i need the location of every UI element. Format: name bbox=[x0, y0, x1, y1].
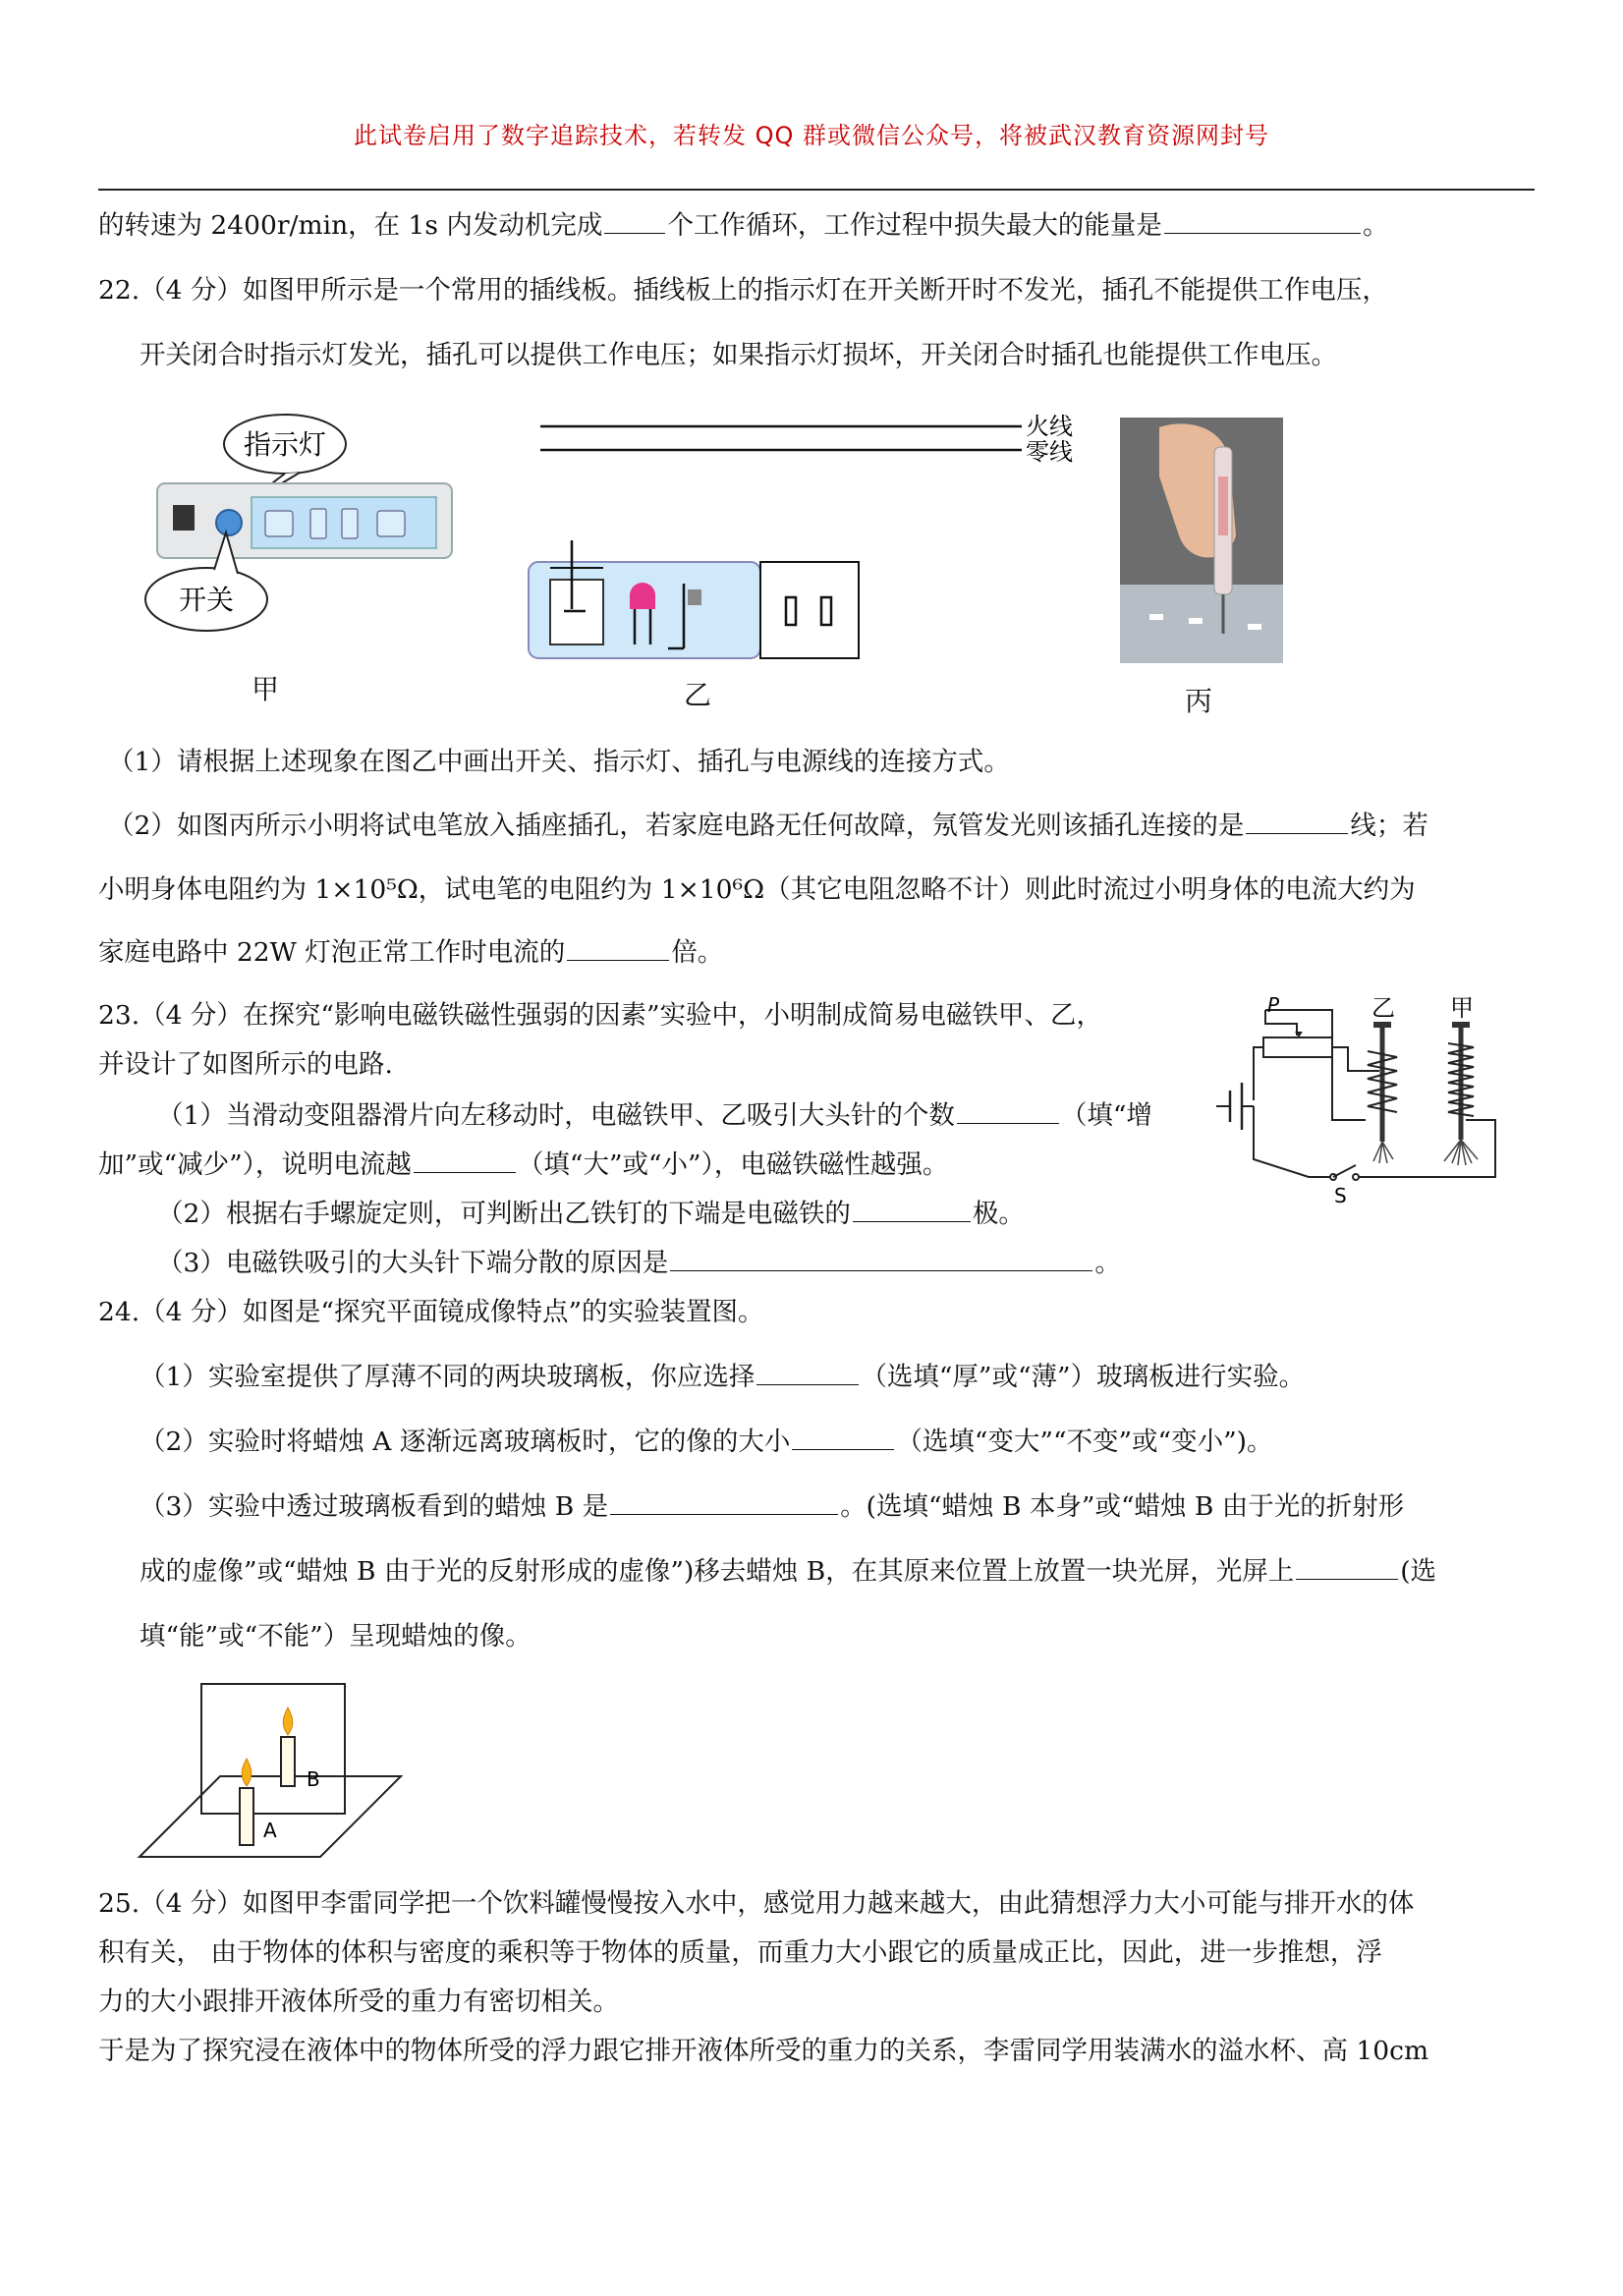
watermark-notice: 此试卷启用了数字追踪技术，若转发 QQ 群或微信公众号，将被武汉教育资源网封号 bbox=[353, 122, 1270, 149]
q23-part1-line1 bbox=[157, 1098, 1152, 1134]
text-segment: （3）实验中透过玻璃板看到的蜡烛 B 是 bbox=[140, 1491, 609, 1522]
text-segment: 。 bbox=[1362, 210, 1389, 241]
answer-blank[interactable] bbox=[567, 936, 669, 961]
text-segment: （填“大”或“小”），电磁铁磁性越强。 bbox=[517, 1149, 949, 1180]
text-segment: （3）电磁铁吸引的大头针下端分散的原因是 bbox=[157, 1248, 669, 1278]
candle-a bbox=[240, 1759, 253, 1845]
glass-plate bbox=[201, 1684, 345, 1814]
answer-blank[interactable] bbox=[604, 209, 665, 234]
label-yi: 乙 bbox=[1371, 994, 1395, 1022]
answer-blank[interactable] bbox=[670, 1247, 1092, 1271]
q24-part3-line2 bbox=[140, 1554, 1436, 1590]
answer-blank[interactable] bbox=[853, 1198, 971, 1222]
answer-blank[interactable] bbox=[414, 1148, 516, 1173]
text-segment: （2）实验时将蜡烛 A 逐渐远离玻璃板时，它的像的大小 bbox=[140, 1427, 791, 1457]
text-segment: （1）实验室提供了厚薄不同的两块玻璃板，你应选择 bbox=[140, 1362, 756, 1392]
text-segment: （1）当滑动变阻器滑片向左移动时，电磁铁甲、乙吸引大头针的个数 bbox=[157, 1100, 955, 1131]
label-s: S bbox=[1334, 1184, 1347, 1207]
electromagnet-jia bbox=[1444, 1022, 1478, 1165]
answer-blank[interactable] bbox=[756, 1361, 859, 1385]
candle-b bbox=[281, 1708, 295, 1786]
text-segment: （2）根据右手螺旋定则，可判断出乙铁钉的下端是电磁铁的 bbox=[157, 1199, 851, 1229]
answer-blank[interactable] bbox=[792, 1426, 894, 1450]
q22-part2-line3 bbox=[98, 935, 723, 971]
figure-caption-bing: 丙 bbox=[1184, 685, 1212, 717]
text-segment: （填“增 bbox=[1060, 1100, 1152, 1131]
q23-stem-line1: 23.（4 分）在探究“影响电磁铁磁性强弱的因素”实验中，小明制成简易电磁铁甲、乙， bbox=[98, 1000, 1103, 1031]
callout-light-text: 指示灯 bbox=[243, 428, 327, 461]
q23-stem-line2: 并设计了如图所示的电路. bbox=[98, 1049, 393, 1080]
q23-part2 bbox=[157, 1197, 1025, 1232]
q22-part2-line2: 小明身体电阻约为 1×10⁵Ω，试电笔的电阻约为 1×10⁶Ω（其它电阻忽略不计）则此时流过小明身体的电流大约为 bbox=[98, 874, 1416, 905]
answer-blank[interactable] bbox=[1296, 1555, 1398, 1580]
callout-switch-text: 开关 bbox=[178, 584, 235, 616]
text-segment: 极。 bbox=[972, 1199, 1025, 1229]
q24-part1 bbox=[140, 1360, 1305, 1395]
q22-part2-line1 bbox=[108, 809, 1428, 844]
q24-part3-line1 bbox=[140, 1489, 1404, 1525]
text-segment: 倍。 bbox=[671, 937, 724, 968]
q21-continuation bbox=[98, 208, 1388, 244]
q23-part3 bbox=[157, 1246, 1121, 1281]
socket-hole-right bbox=[821, 597, 831, 625]
figure-power-strip bbox=[138, 403, 472, 717]
header-rule bbox=[98, 189, 1535, 191]
text-segment: 成的虚像”或“蜡烛 B 由于光的反射形成的虚像”)移去蜡烛 B，在其原来位置上放置一块光屏，光屏上 bbox=[140, 1556, 1295, 1587]
q24-stem: 24.（4 分）如图是“探究平面镜成像特点”的实验装置图。 bbox=[98, 1297, 764, 1327]
figure-caption-yi: 乙 bbox=[683, 679, 711, 711]
answer-blank[interactable] bbox=[1164, 209, 1361, 234]
text-segment: 。(选填“蜡烛 B 本身”或“蜡烛 B 由于光的折射形 bbox=[840, 1491, 1405, 1522]
label-p: P bbox=[1267, 993, 1280, 1017]
figure-caption-jia: 甲 bbox=[251, 673, 279, 705]
q22-stem-line1: 22.（4 分）如图甲所示是一个常用的插线板。插线板上的指示灯在开关断开时不发光，插孔不能提供工作电压， bbox=[98, 275, 1388, 306]
q25-line4: 于是为了探究浸在液体中的物体所受的浮力跟它排开液体所受的重力的关系，李雷同学用装满水的溢水杯、高 10cm bbox=[98, 2036, 1429, 2066]
text-segment: (选 bbox=[1400, 1556, 1437, 1587]
figure-plane-mirror bbox=[128, 1680, 413, 1867]
q24-part2 bbox=[140, 1425, 1272, 1460]
text-segment: 个工作循环，工作过程中损失最大的能量是 bbox=[667, 210, 1162, 241]
text-segment: （选填“厚”或“薄”）玻璃板进行实验。 bbox=[861, 1362, 1306, 1392]
label-jia: 甲 bbox=[1450, 994, 1474, 1022]
q23-part1-line2 bbox=[98, 1148, 948, 1183]
rheostat bbox=[1263, 1037, 1332, 1057]
figure-test-pen-photo bbox=[1120, 418, 1283, 663]
q24-part3-line3: 填“能”或“不能”）呈现蜡烛的像。 bbox=[140, 1621, 532, 1652]
live-wire-label: 火线 bbox=[1026, 413, 1073, 440]
text-segment: 的转速为 2400r/min，在 1s 内发动机完成 bbox=[98, 210, 603, 241]
text-segment: 家庭电路中 22W 灯泡正常工作时电流的 bbox=[98, 937, 566, 968]
q25-line1: 25.（4 分）如图甲李雷同学把一个饮料罐慢慢按入水中，感觉用力越来越大，由此猜想浮力大小可能与排开水的体 bbox=[98, 1888, 1415, 1919]
neutral-wire-label: 零线 bbox=[1026, 438, 1073, 466]
text-segment: （2）如图丙所示小明将试电笔放入插座插孔，若家庭电路无任何故障，氖管发光则该插孔连接的是 bbox=[108, 811, 1245, 841]
text-segment: 线；若 bbox=[1350, 811, 1428, 841]
answer-blank[interactable] bbox=[957, 1099, 1059, 1124]
socket-box bbox=[760, 562, 859, 658]
answer-blank[interactable] bbox=[610, 1490, 838, 1515]
text-segment: 。 bbox=[1094, 1248, 1121, 1278]
indicator-light bbox=[216, 510, 242, 535]
label-b: B bbox=[307, 1767, 320, 1791]
text-segment: （选填“变大”“不变”或“变小”)。 bbox=[896, 1427, 1273, 1457]
figure-electromagnet-circuit bbox=[1210, 992, 1505, 1208]
q22-part1: （1）请根据上述现象在图乙中画出开关、指示灯、插孔与电源线的连接方式。 bbox=[108, 747, 1010, 777]
q22-stem-line2: 开关闭合时指示灯发光，插孔可以提供工作电压；如果指示灯损坏，开关闭合时插孔也能提供工作电压。 bbox=[140, 340, 1337, 370]
answer-blank[interactable] bbox=[1246, 810, 1348, 834]
q25-line3: 力的大小跟排开液体所受的重力有密切相关。 bbox=[98, 1987, 619, 2017]
electromagnet-yi bbox=[1368, 1022, 1397, 1163]
label-a: A bbox=[263, 1819, 277, 1842]
plug-end bbox=[173, 505, 195, 531]
text-segment: 加”或“减少”），说明电流越 bbox=[98, 1149, 412, 1180]
socket-hole-left bbox=[786, 597, 796, 625]
q25-line2: 积有关， 由于物体的体积与密度的乘积等于物体的质量，而重力大小跟它的质量成正比，因此，进一步推想，浮 bbox=[98, 1937, 1382, 1968]
table-plane bbox=[140, 1776, 401, 1857]
figure-wiring-diagram bbox=[521, 403, 1100, 668]
